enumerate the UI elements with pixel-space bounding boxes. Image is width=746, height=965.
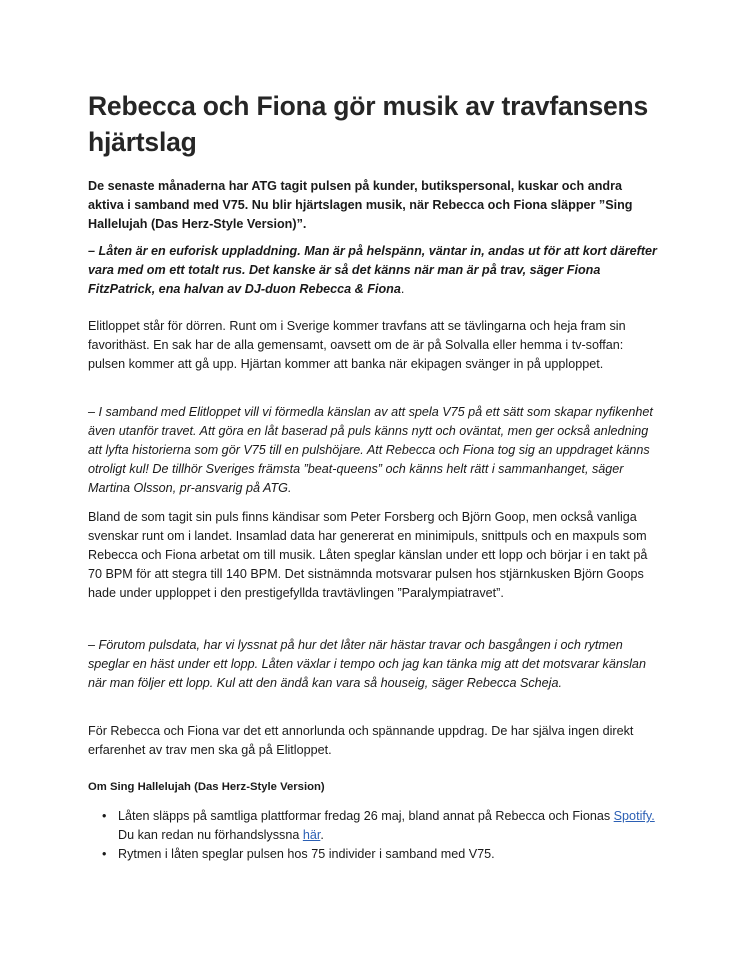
bullet-marker: • (102, 847, 107, 861)
article-lead: De senaste månaderna har ATG tagit pulsen på kunder, butikspersonal, kuskar och andra aktiva i samband med V75. Nu blir hjärtslagen musik, när Rebecca och Fiona släpper ”Sing Hallelujah (Das Herz-Style Version)”. (88, 179, 633, 231)
list-item-text-end: . (320, 828, 324, 842)
list-item (88, 845, 658, 864)
article-title: Rebecca och Fiona gör musik av travfansens hjärtslag (88, 91, 649, 157)
spotify-link[interactable]: Spotify. (613, 809, 655, 823)
info-list (88, 807, 658, 864)
quote-rebecca: – Förutom pulsdata, har vi lyssnat på hur det låter när hästar travar och basgången i och rytmen speglar en häst under ett lopp. Låten växlar i tempo och jag kan tänka mig att det motsvarar känslan när man följer ett lopp. Kul att den ändå kan vara så houseig, säger Rebecca Scheja. (88, 638, 646, 690)
list-item-text: Rytmen i låten speglar pulsen hos 75 individer i samband med V75. (118, 847, 495, 861)
list-item-text-mid: Du kan redan nu förhandslyssna (118, 828, 303, 842)
preview-link[interactable]: här (302, 828, 321, 842)
paragraph-puls: Bland de som tagit sin puls finns kändisar som Peter Forsberg och Björn Goop, men också vanliga svenskar runt om i landet. Insamlad data har genererat en minimipuls, snittpuls och en maxpuls som Rebecca och Fiona arbetat om till musik. Låten speglar känslan under ett lopp och börjar i en takt på 70 BPM för att stegra till 140 BPM. Det sistnämnda motsvarar pulsen hos stjärnkusken Björn Goops hade under upploppet i den prestigefyllda travtävlingen ”Paralympiatravet”. (88, 510, 648, 600)
bullet-marker: • (102, 809, 107, 823)
quote-fiona-text: – Låten är en euforisk uppladdning. Man är på helspänn, väntar in, andas ut för att kort därefter vara med om ett totalt rus. Det kanske är så det känns när man är på trav, säger Fiona FitzPatrick, ena halvan av DJ-duon Rebecca & Fiona (88, 244, 657, 296)
quote-fiona-period: . (400, 282, 405, 296)
list-item-text: Låten släpps på samtliga plattformar fredag 26 maj, bland annat på Rebecca och Fionas (118, 809, 614, 823)
paragraph-elitloppet: Elitloppet står för dörren. Runt om i Sverige kommer travfans att se tävlingarna och heja fram sin favorithäst. En sak har de alla gemensamt, oavsett om de är på Solvalla eller hemma i tv-soffan: pulsen kommer att gå upp. Hjärtan kommer att banka när ekipagen svänger in på upploppet. (88, 319, 626, 371)
paragraph-uppdrag: För Rebecca och Fiona var det ett annorlunda och spännande uppdrag. De har själva ingen direkt erfarenhet av trav men ska gå på Elitloppet. (88, 724, 634, 757)
quote-martina: – I samband med Elitloppet vill vi förmedla känslan av att spela V75 på ett sätt som skapar nyfikenhet även utanför travet. Att göra en låt baserad på puls känns nytt och oväntat, men ger också anledning att lyfta historierna som gör V75 till en pulshöjare. Att Rebecca och Fiona tog sig an uppdraget känns otroligt kul! De tillhör Sveriges främsta ”beat-queens” och känns helt rätt i sammanhanget, säger Martina Olsson, pr-ansvarig på ATG. (88, 405, 653, 495)
section-subheading: Om Sing Hallelujah (Das Herz-Style Version) (88, 781, 325, 793)
list-item (88, 807, 658, 845)
quote-fiona (88, 242, 658, 299)
